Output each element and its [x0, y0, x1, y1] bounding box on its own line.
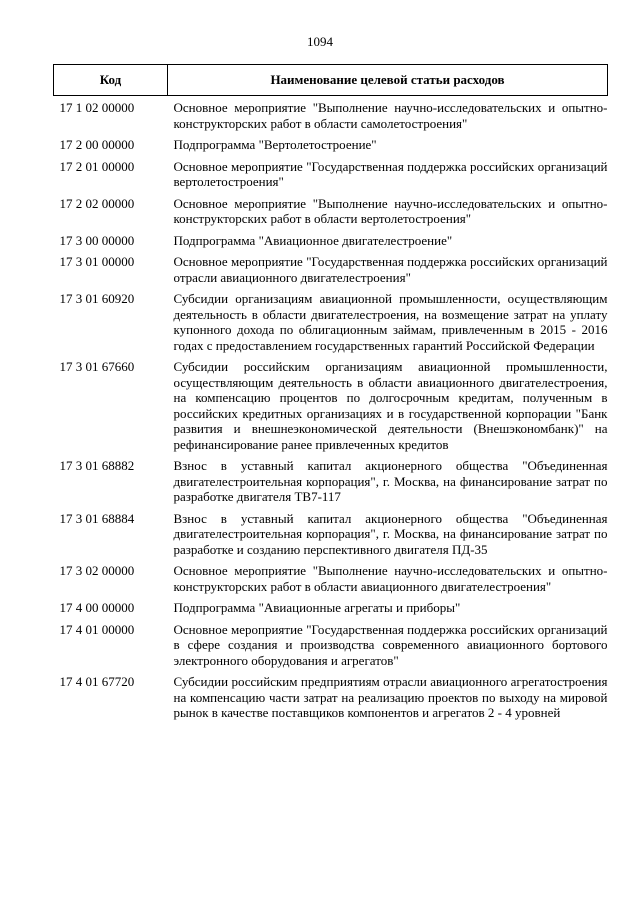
- row-code: 17 3 00 00000: [59, 232, 135, 248]
- header-row: [54, 65, 608, 96]
- row-code: 17 4 00 00000: [59, 600, 135, 615]
- table-row: [54, 622, 608, 675]
- row-code: 17 3 01 00000: [59, 254, 135, 269]
- row-name: Взнос в уставный капитал акционерного общества "Объединенная двигателестроительная корпорация", г. Москва, на финансирование затрат по разработке двигателя ТВ7-117: [173, 458, 608, 504]
- row-name: Основное мероприятие "Выполнение научно-исследовательских и опытно-конструкторских работ в области авиационного двигателестроения": [173, 563, 608, 594]
- row-name: Субсидии российским организациям авиационной промышленности, осуществляющим деятельность в области авиационного двигателестроения, на компенсацию процентов по долгосрочным кредитам, полученным в российских кредитных организациях и в государственной корпорации "Банк развития и внешнеэкономической деятельности (Внешэкономбанк)" на рефинансирование ранее привлеченных кредитов: [173, 359, 608, 452]
- row-name: Субсидии организациям авиационной промышленности, осуществляющим деятельность в области двигателестроения, на возмещение затрат на уплату купонного дохода по облигационным займам, привлеченным в 2015 - 2016 годах с предоставлением государственных гарантий Российской Федерации: [173, 291, 608, 353]
- page-number: 1094: [307, 34, 333, 49]
- row-code: 17 3 01 60920: [59, 291, 135, 306]
- column-header-code: Код: [54, 65, 168, 96]
- table-row: [54, 233, 608, 255]
- row-name: Подпрограмма "Авиационное двигателестроение": [173, 232, 453, 248]
- row-name: Основное мероприятие "Государственная поддержка российских организаций отрасли авиационного двигателестроения": [173, 254, 608, 285]
- table-row: [54, 137, 608, 159]
- row-name: Основное мероприятие "Государственная поддержка российских организаций вертолетостроения": [173, 158, 608, 189]
- table-row: [54, 254, 608, 291]
- row-code: 17 1 02 00000: [59, 100, 135, 115]
- table-row: [54, 196, 608, 233]
- row-code: 17 3 01 68882: [59, 458, 135, 473]
- table-row: [54, 359, 608, 458]
- row-code: 17 4 01 00000: [59, 621, 135, 637]
- row-code: 17 3 01 67660: [59, 359, 135, 374]
- row-name: Основное мероприятие "Государственная поддержка российских организаций в сфере создания и производства современного авиационного бортового электронного оборудования и агрегатов": [173, 621, 608, 668]
- row-code: 17 2 00 00000: [59, 137, 135, 152]
- table-row: [54, 563, 608, 600]
- table-header: [54, 65, 608, 96]
- row-name: Субсидии российским предприятиям отрасли авиационного агрегатостроения на компенсацию части затрат на реализацию проектов по выходу на мировой рынок в качестве поставщиков компонентов и агрегатов 2 - 4 уровней: [173, 674, 608, 720]
- row-code: 17 3 02 00000: [59, 563, 135, 578]
- row-code: 17 3 01 68884: [59, 510, 135, 526]
- row-code: 17 2 01 00000: [59, 158, 135, 174]
- column-header-name: Наименование целевой статьи расходов: [168, 65, 608, 96]
- row-name: Подпрограмма "Авиационные агрегаты и приборы": [173, 600, 461, 615]
- row-name: Основное мероприятие "Выполнение научно-исследовательских и опытно-конструкторских работ в области самолетостроения": [173, 100, 608, 131]
- table-row: [54, 291, 608, 359]
- table-row: [54, 159, 608, 196]
- table-row: [54, 96, 608, 138]
- row-code: 17 2 02 00000: [59, 195, 135, 211]
- table-row: [54, 511, 608, 564]
- budget-classification-table: [53, 64, 608, 727]
- table-row: [54, 674, 608, 727]
- table-row: [54, 458, 608, 511]
- table-row: [54, 600, 608, 622]
- row-name: Основное мероприятие "Выполнение научно-исследовательских и опытно-конструкторских работ в области вертолетостроения": [173, 195, 608, 226]
- row-code: 17 4 01 67720: [59, 674, 135, 689]
- row-name: Взнос в уставный капитал акционерного общества "Объединенная двигателестроительная корпорация", г. Москва, на финансирование затрат по разработке и созданию перспективного двигателя ПД-35: [173, 510, 608, 557]
- table-body: [54, 96, 608, 727]
- row-name: Подпрограмма "Вертолетостроение": [173, 137, 377, 152]
